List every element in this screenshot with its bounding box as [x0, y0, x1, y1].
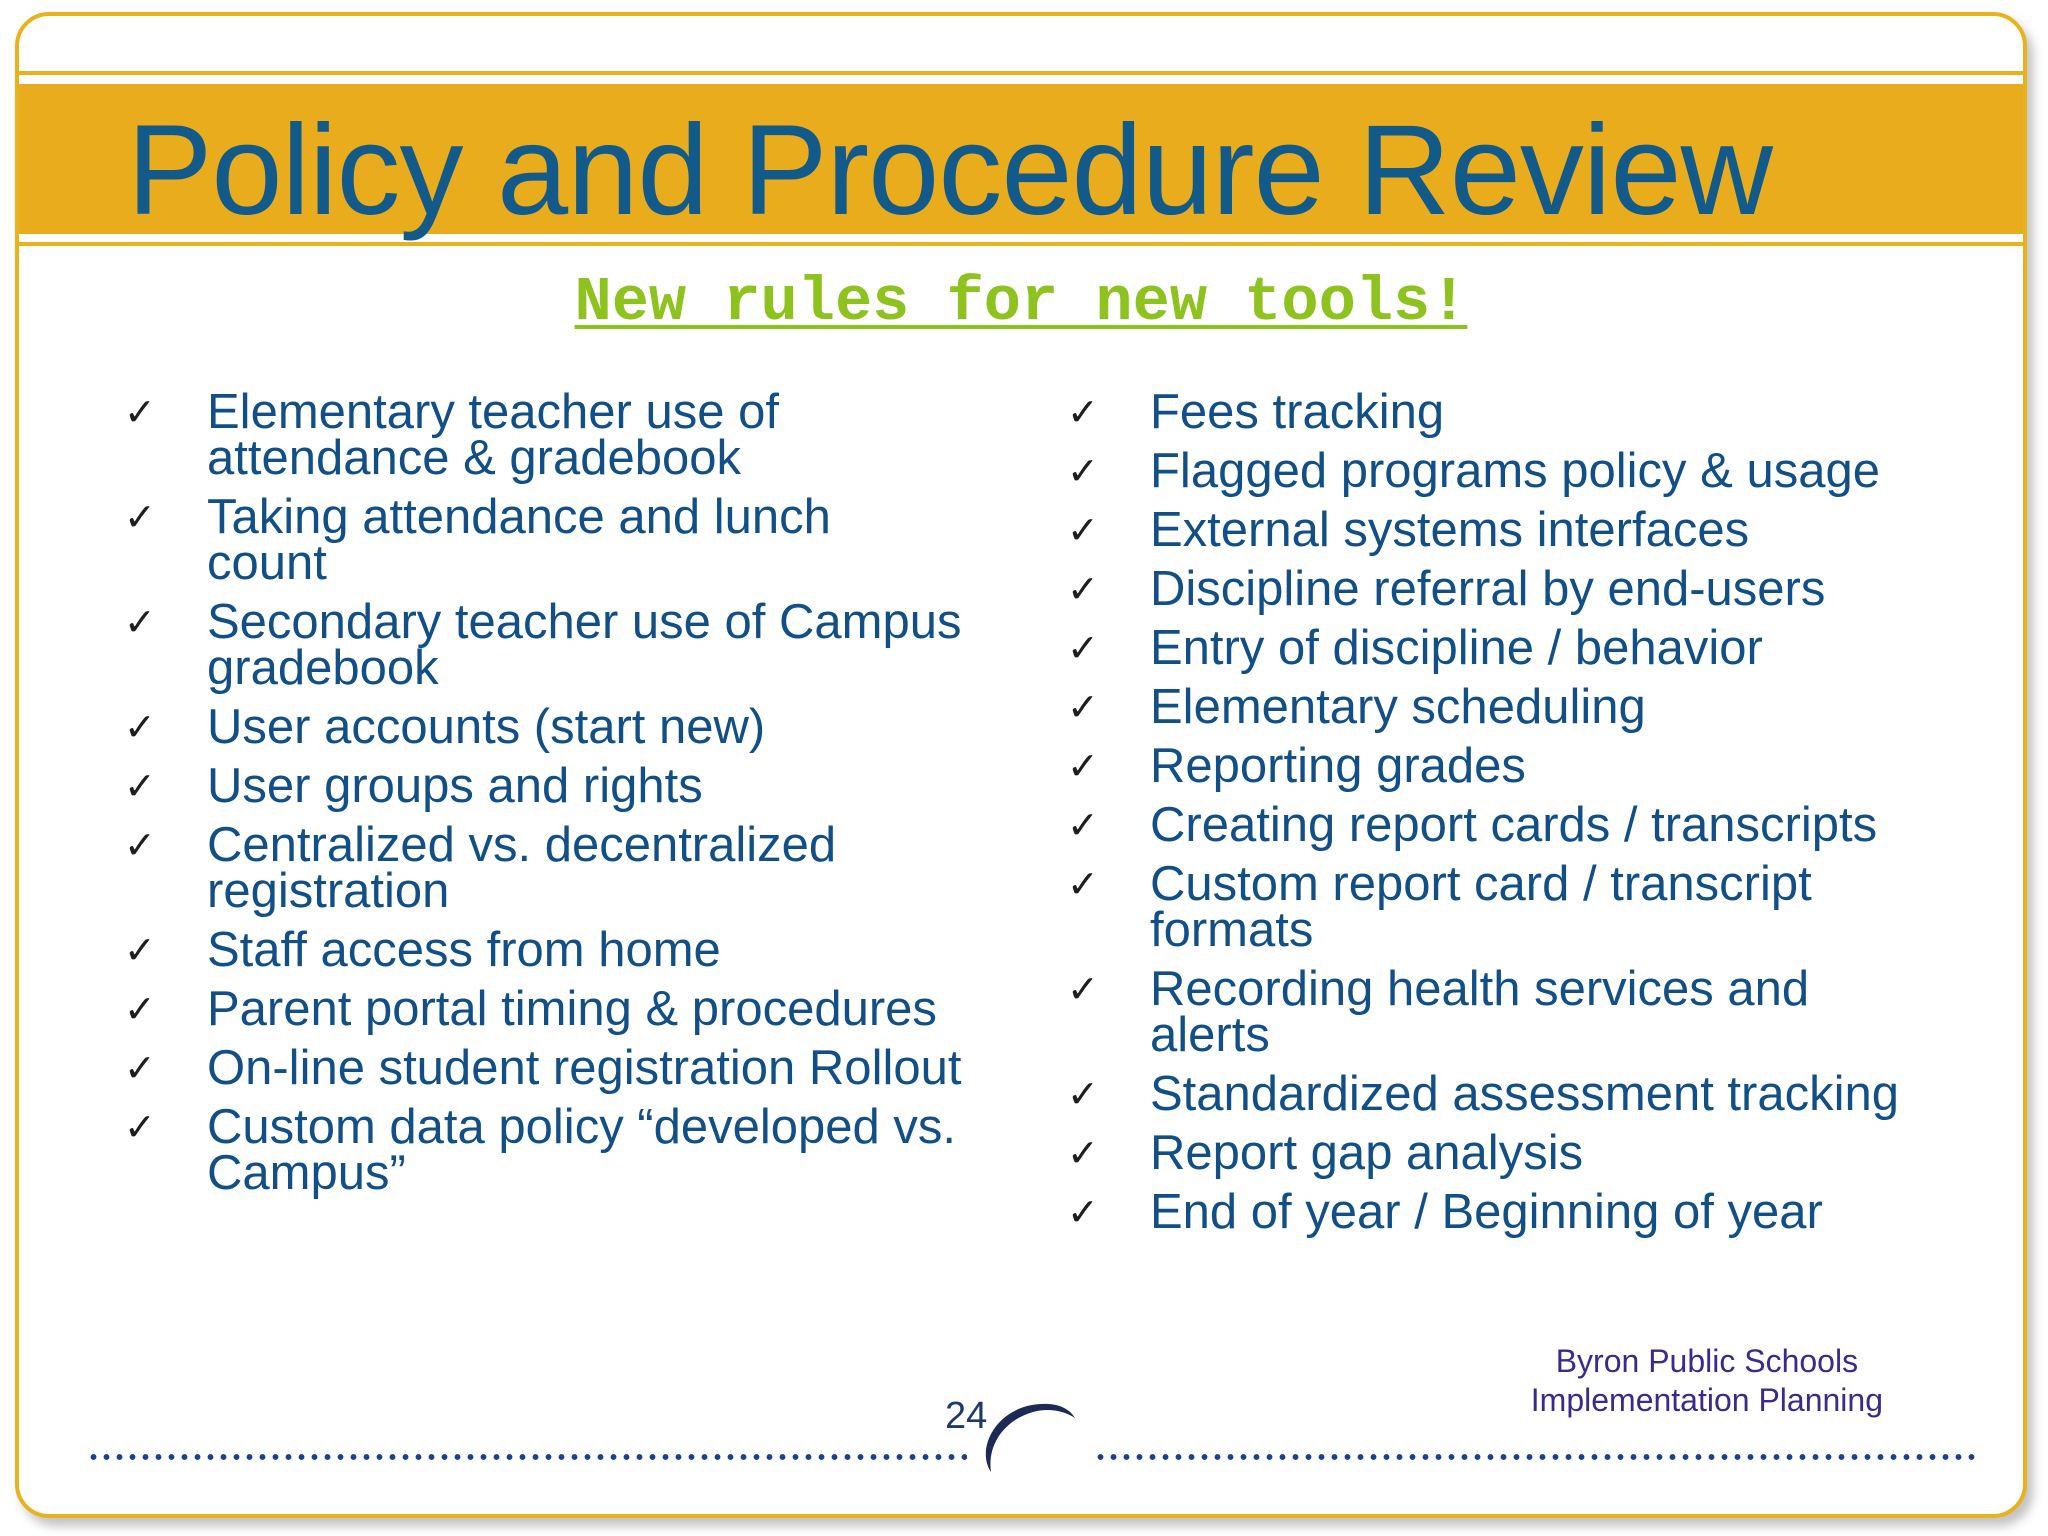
checkmark-icon: ✓	[124, 1105, 156, 1149]
slide	[15, 12, 2027, 1518]
top-rule	[19, 71, 2023, 75]
checkmark-icon: ✓	[124, 495, 156, 539]
list-item: ✓ Standardized assessment tracking	[1067, 1067, 1899, 1121]
checkmark-icon: ✓	[1067, 803, 1099, 847]
checkmark-icon: ✓	[1067, 1190, 1099, 1234]
right-checklist	[1067, 385, 2017, 1248]
list-item: ✓ Entry of discipline / behavior	[1067, 621, 1763, 675]
checkmark-icon: ✓	[1067, 390, 1099, 434]
checkmark-icon: ✓	[124, 764, 156, 808]
checkmark-icon: ✓	[124, 600, 156, 644]
checkmark-icon: ✓	[1067, 567, 1099, 611]
slide-subtitle: New rules for new tools!	[574, 267, 1468, 338]
checkmark-icon: ✓	[124, 823, 156, 867]
list-item: ✓ On-line student registration Rollout	[124, 1041, 962, 1095]
list-item: ✓ User groups and rights	[124, 759, 703, 813]
list-item: ✓ Discipline referral by end-users	[1067, 562, 1826, 616]
list-item: ✓ Elementary teacher use of attendance & gradebook	[124, 385, 779, 485]
checkmark-icon: ✓	[1067, 626, 1099, 670]
left-checklist	[124, 385, 1024, 1209]
checkmark-icon: ✓	[124, 705, 156, 749]
list-item: ✓ Staff access from home	[124, 923, 721, 977]
swoosh-icon	[979, 1396, 1079, 1476]
checkmark-icon: ✓	[124, 390, 156, 434]
list-item: ✓ Reporting grades	[1067, 739, 1526, 793]
list-item: ✓ Custom report card / transcript formats	[1067, 857, 1812, 957]
checkmark-icon: ✓	[1067, 449, 1099, 493]
checkmark-icon: ✓	[1067, 862, 1099, 906]
checkmark-icon: ✓	[1067, 744, 1099, 788]
list-item: ✓ Fees tracking	[1067, 385, 1445, 439]
list-item: ✓ Secondary teacher use of Campus gradebook	[124, 595, 962, 695]
checkmark-icon: ✓	[1067, 508, 1099, 552]
list-item: ✓ Custom data policy “developed vs. Campus”	[124, 1100, 956, 1200]
checkmark-icon: ✓	[124, 987, 156, 1031]
checkmark-icon: ✓	[1067, 1131, 1099, 1175]
checkmark-icon: ✓	[124, 1046, 156, 1090]
list-item: ✓ Elementary scheduling	[1067, 680, 1646, 734]
checkmark-icon: ✓	[124, 928, 156, 972]
checkmark-icon: ✓	[1067, 967, 1099, 1011]
dotted-divider-left	[87, 1451, 967, 1463]
list-item: ✓ Report gap analysis	[1067, 1126, 1584, 1180]
list-item: ✓ Parent portal timing & procedures	[124, 982, 937, 1036]
footer-organization	[1531, 1342, 1883, 1420]
list-item: ✓ External systems interfaces	[1067, 503, 1750, 557]
checkmark-icon: ✓	[1067, 1072, 1099, 1116]
list-item: ✓ Creating report cards / transcripts	[1067, 798, 1878, 852]
list-item: ✓ End of year / Beginning of year	[1067, 1185, 1823, 1239]
list-item: ✓ Taking attendance and lunch count	[124, 490, 831, 590]
footer-line-1: Byron Public Schools	[1555, 1343, 1859, 1379]
list-item: ✓ Recording health services and alerts	[1067, 962, 1810, 1062]
footer-line-2: Implementation Planning	[1530, 1382, 1883, 1418]
checkmark-icon: ✓	[1067, 685, 1099, 729]
dotted-divider-right	[1094, 1451, 1979, 1463]
slide-title: Policy and Procedure Review	[127, 99, 1772, 242]
list-item: ✓ Centralized vs. decentralized registration	[124, 818, 837, 918]
list-item: ✓ Flagged programs policy & usage	[1067, 444, 1880, 498]
page-number: 24	[945, 1395, 988, 1437]
list-item: ✓ User accounts (start new)	[124, 700, 766, 754]
